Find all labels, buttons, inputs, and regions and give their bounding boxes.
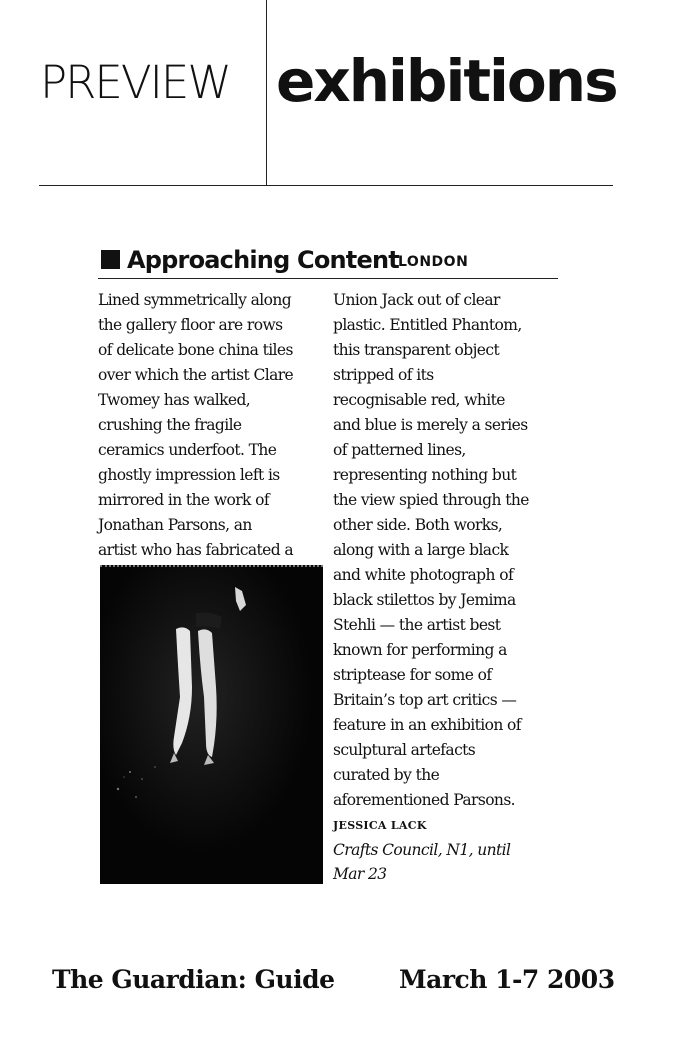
footer-publication: The Guardian: Guide	[52, 965, 335, 994]
masthead	[0, 0, 688, 190]
column_right-line: Britain’s top art critics —	[333, 691, 517, 709]
headline-row	[98, 240, 558, 279]
column_left-line: Lined symmetrically along	[98, 291, 292, 309]
column_left-line: Jonathan Parsons, an	[98, 516, 252, 534]
column_right-line: aforementioned Parsons.	[333, 791, 516, 809]
article-photo	[100, 565, 323, 884]
venue-line: Mar 23	[333, 865, 387, 883]
article	[98, 240, 558, 883]
column_right-line: curated by the	[333, 766, 440, 784]
column_right-line: sculptural artefacts	[333, 741, 476, 759]
column_left-line: Twomey has walked,	[98, 391, 251, 409]
column_right-line: along with a large black	[333, 541, 509, 559]
column_left-line: the gallery floor are rows	[98, 316, 283, 334]
column_right-line: recognisable red, white	[333, 391, 505, 409]
column_right-line: other side. Both works,	[333, 516, 503, 534]
column-left-text	[98, 288, 326, 563]
masthead-divider-vertical	[266, 0, 267, 186]
column_right-line: feature in an exhibition of	[333, 716, 521, 734]
column_left-line: ghostly impression left is	[98, 466, 280, 484]
column_right-line: the view spied through the	[333, 491, 529, 509]
column_left-line: artist who has fabricated a	[98, 541, 294, 559]
column_right-line: plastic. Entitled Phantom,	[333, 316, 522, 334]
column_right-line: stripped of its	[333, 366, 434, 384]
column_right-line: known for performing a	[333, 641, 507, 659]
column_left-line: of delicate bone china tiles	[98, 341, 293, 359]
footer-date: March 1-7 2003	[399, 965, 615, 994]
column_right-line: and blue is merely a series	[333, 416, 528, 434]
column_right-line: black stilettos by Jemima	[333, 591, 516, 609]
column_right-line: representing nothing but	[333, 466, 517, 484]
article-location: LONDON	[398, 254, 469, 270]
column_left-line: crushing the fragile	[98, 416, 242, 434]
square-bullet-icon	[101, 250, 120, 269]
column_left-line: mirrored in the work of	[98, 491, 270, 509]
column_right-line: Union Jack out of clear	[333, 291, 500, 309]
column_left-line: over which the artist Clare	[98, 366, 294, 384]
column-right	[333, 288, 558, 886]
venue-info	[333, 838, 558, 886]
article-headline: Approaching Content	[127, 246, 399, 274]
column-right-text	[333, 288, 558, 813]
masthead-preview-label: PREVIEW	[40, 56, 230, 109]
column-left	[98, 288, 326, 563]
masthead-section-title: exhibitions	[276, 47, 617, 115]
stiletto-legs-photo-icon	[100, 567, 323, 884]
column_right-line: of patterned lines,	[333, 441, 466, 459]
column_right-line: striptease for some of	[333, 666, 492, 684]
venue-line: Crafts Council, N1, until	[333, 841, 511, 859]
column_right-line: and white photograph of	[333, 566, 514, 584]
column_left-line: ceramics underfoot. The	[98, 441, 277, 459]
article-byline: JESSICA LACK	[333, 819, 427, 832]
column_right-line: this transparent object	[333, 341, 500, 359]
column_right-line: Stehli — the artist best	[333, 616, 501, 634]
masthead-rule	[39, 185, 613, 186]
